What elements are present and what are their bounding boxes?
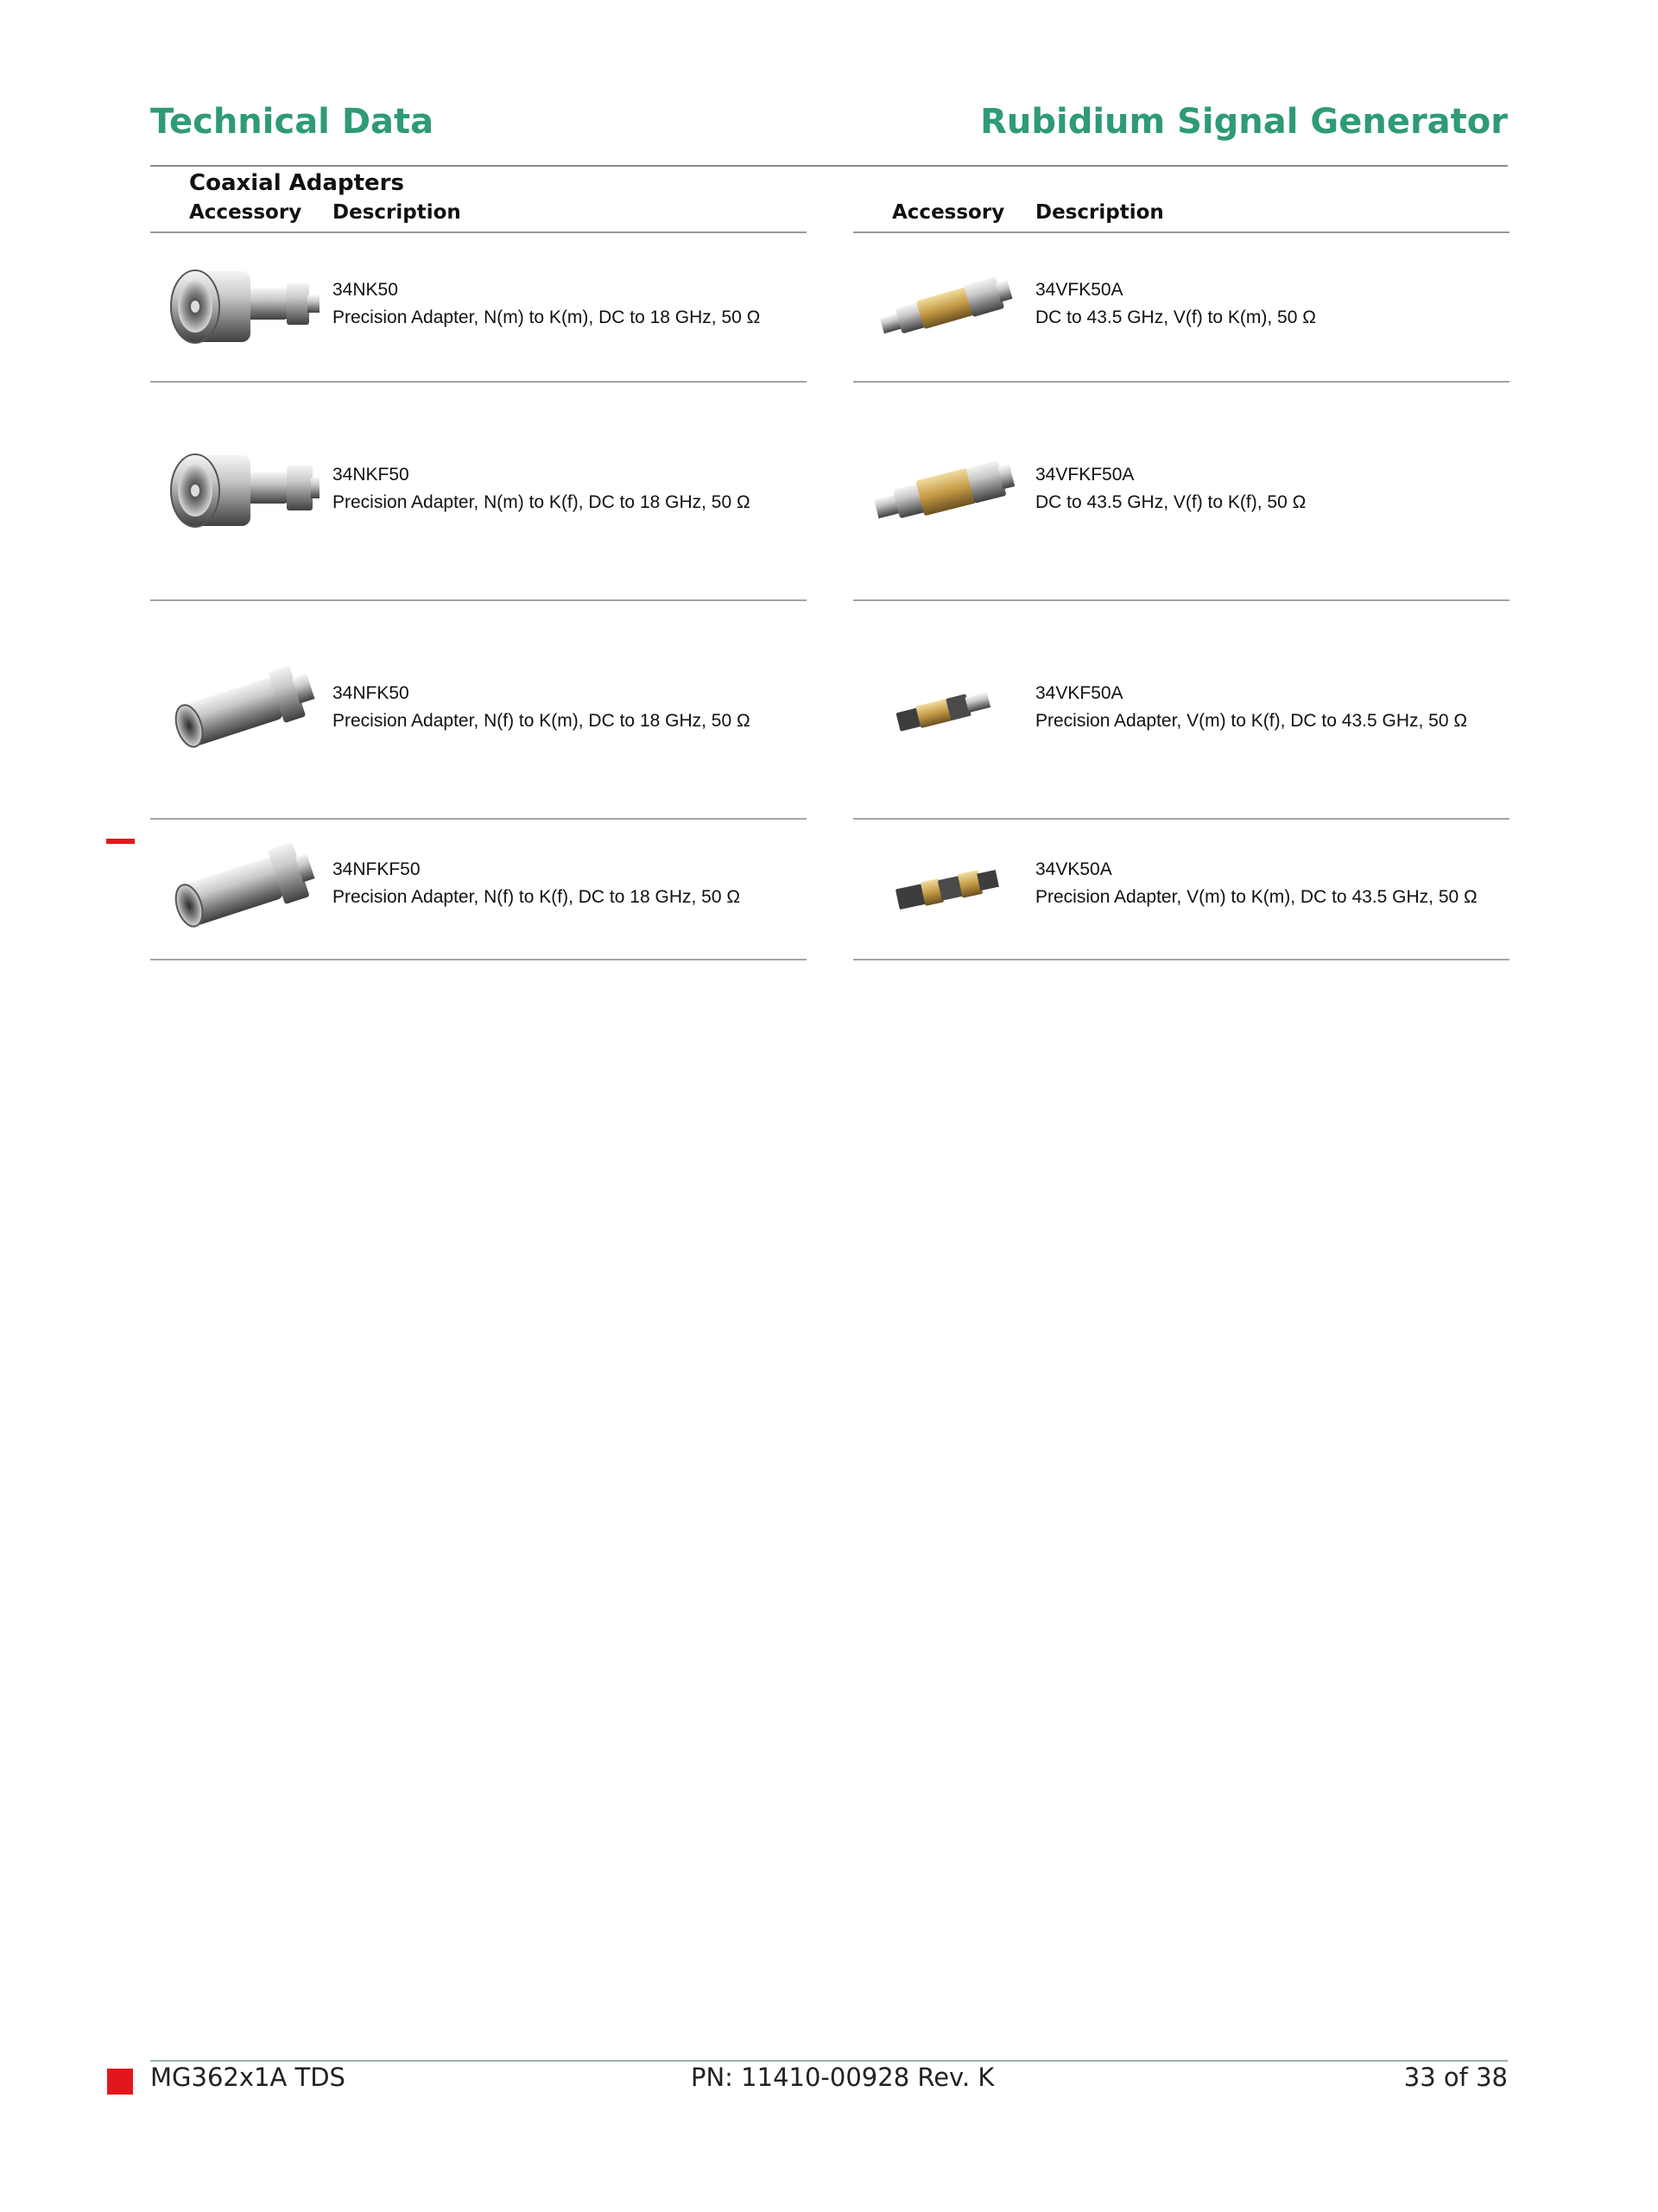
change-bar-marker (106, 839, 135, 844)
accessory-text (1035, 461, 1306, 517)
accessory-model: 34NFK50 (332, 683, 409, 703)
column-header-description: Description (1035, 201, 1164, 224)
table-row (853, 233, 1509, 383)
accessory-model: 34NKF50 (332, 465, 409, 485)
accessory-model: 34VK50A (1035, 859, 1112, 879)
accessory-description: Precision Adapter, V(m) to K(f), DC to 43.5 GHz, 50 Ω (1035, 711, 1468, 731)
accessory-description: Precision Adapter, N(m) to K(m), DC to 18 GHz, 50 Ω (332, 307, 761, 327)
table-row (853, 820, 1509, 960)
column-header-description: Description (332, 201, 461, 224)
n-male-adapter-photo (159, 250, 323, 363)
column-header-accessory: Accessory (189, 201, 302, 224)
v-adapter-photo (862, 434, 1026, 547)
footer-document-name: MG362x1A TDS (150, 2063, 345, 2092)
header-right-title: Rubidium Signal Generator (980, 102, 1508, 142)
accessory-description: Precision Adapter, N(f) to K(m), DC to 18 GHz, 50 Ω (332, 711, 750, 731)
accessory-model: 34VFK50A (1035, 280, 1123, 300)
accessory-text (332, 680, 750, 735)
section-title: Coaxial Adapters (189, 170, 404, 196)
header-divider (150, 165, 1508, 167)
accessory-description: Precision Adapter, V(m) to K(m), DC to 43.5 GHz, 50 Ω (1035, 887, 1478, 907)
v-adapter-small-photo (862, 833, 1026, 945)
accessory-model: 34NFKF50 (332, 859, 421, 879)
accessory-text (1035, 680, 1467, 735)
table-row (150, 820, 807, 960)
footer-part-number: PN: 11410-00928 Rev. K (691, 2063, 995, 2092)
table-header (853, 199, 1509, 233)
table-row (150, 233, 807, 383)
accessory-description: DC to 43.5 GHz, V(f) to K(m), 50 Ω (1035, 307, 1316, 327)
accessory-text (1035, 276, 1316, 332)
brand-square-icon (107, 2069, 133, 2095)
accessory-text (332, 461, 750, 517)
n-male-adapter-photo (159, 434, 323, 547)
left-accessory-table (150, 199, 807, 960)
header-left-title: Technical Data (150, 102, 434, 142)
accessory-model: 34NK50 (332, 280, 398, 300)
accessory-text (332, 276, 760, 332)
table-header (150, 199, 807, 233)
accessory-description: Precision Adapter, N(f) to K(f), DC to 18 GHz, 50 Ω (332, 887, 741, 907)
column-header-accessory: Accessory (892, 201, 1005, 224)
accessory-model: 34VKF50A (1035, 683, 1123, 703)
v-adapter-small-photo (862, 653, 1026, 765)
n-female-adapter-photo (159, 833, 323, 945)
footer-divider (150, 2060, 1508, 2062)
accessory-text (332, 856, 740, 911)
accessory-model: 34VFKF50A (1035, 465, 1135, 485)
right-accessory-table (853, 199, 1509, 960)
v-adapter-photo (862, 250, 1026, 363)
footer-page-number: 33 of 38 (1403, 2063, 1508, 2092)
accessory-text (1035, 856, 1478, 911)
table-row (150, 383, 807, 601)
n-female-adapter-photo (159, 653, 323, 765)
table-row (853, 383, 1509, 601)
table-row (150, 601, 807, 820)
accessory-description: Precision Adapter, N(m) to K(f), DC to 18 GHz, 50 Ω (332, 492, 750, 512)
table-row (853, 601, 1509, 820)
accessory-description: DC to 43.5 GHz, V(f) to K(f), 50 Ω (1035, 492, 1307, 512)
